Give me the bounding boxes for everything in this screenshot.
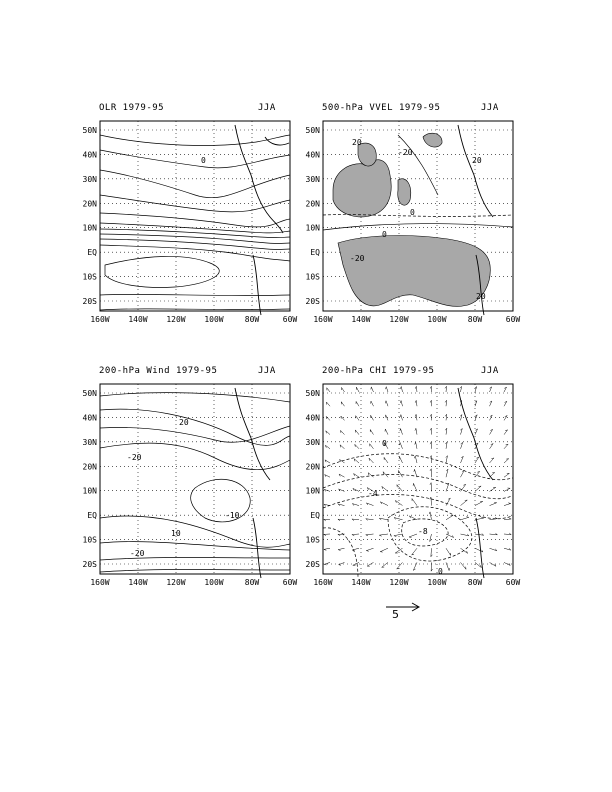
y-tick-label: 10S	[305, 535, 320, 545]
wind-arrow	[380, 548, 388, 552]
x-tick-label: 140W	[351, 578, 371, 587]
wind-arrow-head	[379, 535, 381, 536]
wind-arrow	[338, 548, 344, 549]
y-tick-label: 40N	[305, 150, 320, 160]
contour-label: 0	[382, 439, 387, 448]
y-tick-label: 30N	[82, 174, 97, 184]
wind-arrow	[371, 401, 374, 406]
wind-arrow	[382, 486, 388, 491]
wind-arrow	[416, 400, 417, 406]
y-tick-label: 20N	[82, 199, 97, 209]
wind-arrow	[397, 485, 403, 492]
wind-arrow	[371, 415, 374, 420]
wind-arrow-head	[429, 512, 430, 514]
wind-arrow-head	[415, 414, 416, 416]
wind-arrow	[341, 416, 345, 420]
y-tick-label: 10N	[305, 486, 320, 496]
y-tick-label: 20N	[305, 199, 320, 209]
wind-arrow	[430, 512, 431, 520]
wind-arrow	[415, 456, 417, 463]
map-olr	[75, 115, 298, 330]
contour-label: 10	[171, 529, 181, 538]
y-tick-label: 50N	[82, 126, 97, 135]
wind-arrow	[401, 429, 403, 435]
contour-label: 20	[476, 292, 486, 301]
x-tick-label: 120W	[389, 315, 409, 324]
y-tick-label: 40N	[82, 413, 97, 423]
x-tick-label: 60W	[282, 315, 298, 324]
wind-arrow-head	[352, 535, 354, 536]
wind-arrow	[401, 386, 402, 392]
wind-arrow	[475, 501, 483, 505]
x-tick-label: 160W	[90, 578, 110, 587]
arrow-icon	[384, 601, 424, 613]
wind-arrow-head	[366, 551, 368, 552]
contour-label: 20	[352, 138, 362, 147]
wind-arrow	[461, 517, 469, 519]
wind-arrow-head	[324, 564, 327, 565]
wind-arrow-head	[466, 517, 468, 518]
wind-arrow-head	[338, 534, 340, 535]
y-tick-label: 50N	[82, 389, 97, 398]
wind-arrow-head	[400, 401, 401, 403]
wind-arrow-head	[415, 442, 416, 444]
wind-arrow-head	[324, 549, 326, 550]
wind-arrow	[397, 562, 403, 569]
panel-season: JJA	[258, 366, 276, 376]
wind-arrow	[461, 562, 466, 569]
wind-arrow	[504, 519, 511, 520]
wind-arrow	[416, 428, 417, 434]
x-tick-label: 100W	[204, 315, 224, 324]
x-tick-label: 60W	[282, 578, 298, 587]
contour-label: 20	[179, 418, 189, 427]
wind-arrow	[352, 534, 359, 535]
wind-arrow-head	[400, 415, 401, 417]
wind-arrow-head	[400, 429, 401, 432]
wind-arrow-head	[414, 469, 415, 471]
wind-arrow	[385, 429, 388, 435]
wind-arrow	[431, 548, 432, 557]
wind-arrow	[412, 499, 417, 506]
wind-arrow-head	[509, 518, 511, 519]
y-tick-label: EQ	[310, 248, 320, 258]
wind-arrow-head	[430, 497, 431, 499]
wind-arrow-head	[339, 565, 342, 566]
y-tick-label: 20S	[82, 560, 97, 569]
wind-arrow-head	[400, 443, 401, 446]
wind-arrow	[446, 515, 453, 520]
wind-arrow	[366, 548, 373, 550]
wind-arrow	[490, 487, 496, 491]
wind-arrow	[400, 443, 402, 449]
vector-key	[384, 598, 424, 622]
contour-label: 0	[382, 230, 387, 239]
y-tick-label: 20S	[305, 297, 320, 306]
wind-arrow	[394, 534, 403, 536]
wind-arrow	[355, 430, 359, 435]
panel-title: 200-hPa CHI 1979-95	[322, 366, 435, 376]
wind-arrow-head	[415, 400, 416, 402]
map-vvel	[298, 115, 521, 330]
wind-arrow	[431, 497, 432, 506]
wind-arrow	[356, 387, 359, 392]
y-tick-label: 50N	[305, 126, 320, 135]
x-tick-label: 100W	[427, 315, 447, 324]
y-tick-label: 10N	[305, 223, 320, 233]
wind-arrow	[413, 483, 417, 491]
x-tick-label: 140W	[351, 315, 371, 324]
y-tick-label: 10S	[305, 272, 320, 282]
wind-arrow	[356, 401, 359, 406]
panel-title: 200-hPa Wind 1979-95	[99, 366, 218, 376]
wind-arrow-head	[385, 401, 386, 404]
wind-arrow-head	[409, 537, 411, 538]
wind-arrow	[327, 388, 330, 392]
contour-label: -20	[350, 254, 365, 263]
wind-arrow	[490, 503, 497, 506]
wind-arrow	[341, 402, 344, 406]
y-tick-label: 20S	[82, 297, 97, 306]
x-tick-label: 140W	[128, 315, 148, 324]
y-tick-label: 20N	[305, 462, 320, 472]
panel-season: JJA	[258, 103, 276, 113]
contour-label: -20	[130, 549, 145, 558]
wind-arrow	[356, 416, 359, 421]
y-tick-label: 20S	[305, 560, 320, 569]
wind-arrow-head	[394, 536, 396, 537]
wind-arrow	[379, 534, 388, 535]
wind-arrow	[416, 386, 417, 392]
wind-arrow	[461, 500, 468, 506]
wind-arrow	[370, 429, 373, 434]
wind-arrow	[384, 457, 388, 463]
x-tick-label: 80W	[467, 315, 483, 324]
y-tick-label: 30N	[305, 437, 320, 447]
map-frame	[100, 384, 290, 574]
x-tick-label: 160W	[313, 315, 333, 324]
contour-label: -20	[398, 148, 413, 157]
wind-arrow	[461, 484, 466, 491]
wind-arrow	[401, 415, 403, 421]
wind-arrow	[504, 473, 509, 477]
contour-label: -20	[127, 453, 142, 462]
wind-arrow	[342, 387, 345, 392]
vector-key-label: 5	[392, 608, 399, 621]
map-frame	[100, 121, 290, 311]
wind-arrow	[475, 562, 481, 567]
contour-label: 0	[201, 156, 206, 165]
contour-label: -10	[225, 511, 240, 520]
y-tick-label: 30N	[82, 437, 97, 447]
wind-arrow	[401, 401, 402, 407]
map-wind	[75, 378, 298, 593]
y-tick-label: 10N	[82, 486, 97, 496]
contour-label: 20	[472, 156, 482, 165]
x-tick-label: 140W	[128, 578, 148, 587]
wind-arrow-head	[324, 534, 326, 535]
contour-label: 0	[410, 208, 415, 217]
wind-arrow	[353, 562, 359, 565]
x-tick-label: 120W	[166, 315, 186, 324]
wind-arrow-head	[415, 386, 416, 388]
wind-arrow-head	[508, 503, 510, 504]
wind-arrow	[371, 387, 373, 392]
y-tick-label: 10S	[82, 272, 97, 282]
wind-arrow-head	[366, 535, 368, 536]
wind-arrow	[386, 387, 388, 392]
wind-arrow	[382, 562, 388, 567]
panel-season: JJA	[481, 103, 499, 113]
x-tick-label: 60W	[505, 578, 521, 587]
x-tick-label: 120W	[389, 578, 409, 587]
wind-arrow	[416, 414, 417, 420]
wind-arrow	[416, 442, 417, 449]
map-chi	[298, 378, 521, 593]
wind-arrow	[504, 503, 511, 505]
panel-title: 500-hPa VVEL 1979-95	[322, 103, 441, 113]
contour-label: -4	[368, 489, 378, 498]
x-tick-label: 120W	[166, 578, 186, 587]
wind-arrow	[399, 456, 402, 463]
x-tick-label: 160W	[90, 315, 110, 324]
x-tick-label: 100W	[204, 578, 224, 587]
wind-arrow	[367, 562, 373, 566]
wind-arrow-head	[400, 386, 401, 388]
wind-arrow	[446, 562, 449, 570]
x-tick-label: 80W	[467, 578, 483, 587]
contour-label: 0	[438, 567, 443, 576]
y-tick-label: 40N	[82, 150, 97, 160]
y-tick-label: 40N	[305, 413, 320, 423]
wind-arrow	[412, 548, 417, 555]
panel-season: JJA	[481, 366, 499, 376]
x-tick-label: 80W	[244, 315, 260, 324]
wind-arrow-head	[386, 387, 387, 390]
wind-arrow	[475, 486, 481, 491]
x-tick-label: 60W	[505, 315, 521, 324]
x-tick-label: 100W	[427, 578, 447, 587]
wind-arrow-head	[415, 428, 416, 430]
y-tick-label: 50N	[305, 389, 320, 398]
wind-arrow	[366, 534, 374, 535]
wind-arrow	[324, 548, 330, 549]
y-tick-label: EQ	[87, 511, 97, 521]
y-tick-label: 10N	[82, 223, 97, 233]
wind-arrow	[446, 548, 451, 555]
wind-arrow-head	[338, 550, 340, 551]
y-tick-label: 10S	[82, 535, 97, 545]
wind-arrow	[386, 401, 388, 406]
wind-arrow-head	[449, 568, 450, 570]
wind-arrow	[409, 534, 417, 537]
wind-arrow	[370, 444, 374, 449]
panel-title: OLR 1979-95	[99, 103, 165, 113]
y-tick-label: 30N	[305, 174, 320, 184]
contour-label: -8	[418, 527, 428, 536]
y-tick-label: EQ	[87, 248, 97, 258]
y-tick-label: 20N	[82, 462, 97, 472]
x-tick-label: 160W	[313, 578, 333, 587]
wind-arrow	[339, 562, 345, 564]
wind-arrow-head	[414, 456, 415, 458]
y-tick-label: EQ	[310, 511, 320, 521]
x-tick-label: 80W	[244, 578, 260, 587]
